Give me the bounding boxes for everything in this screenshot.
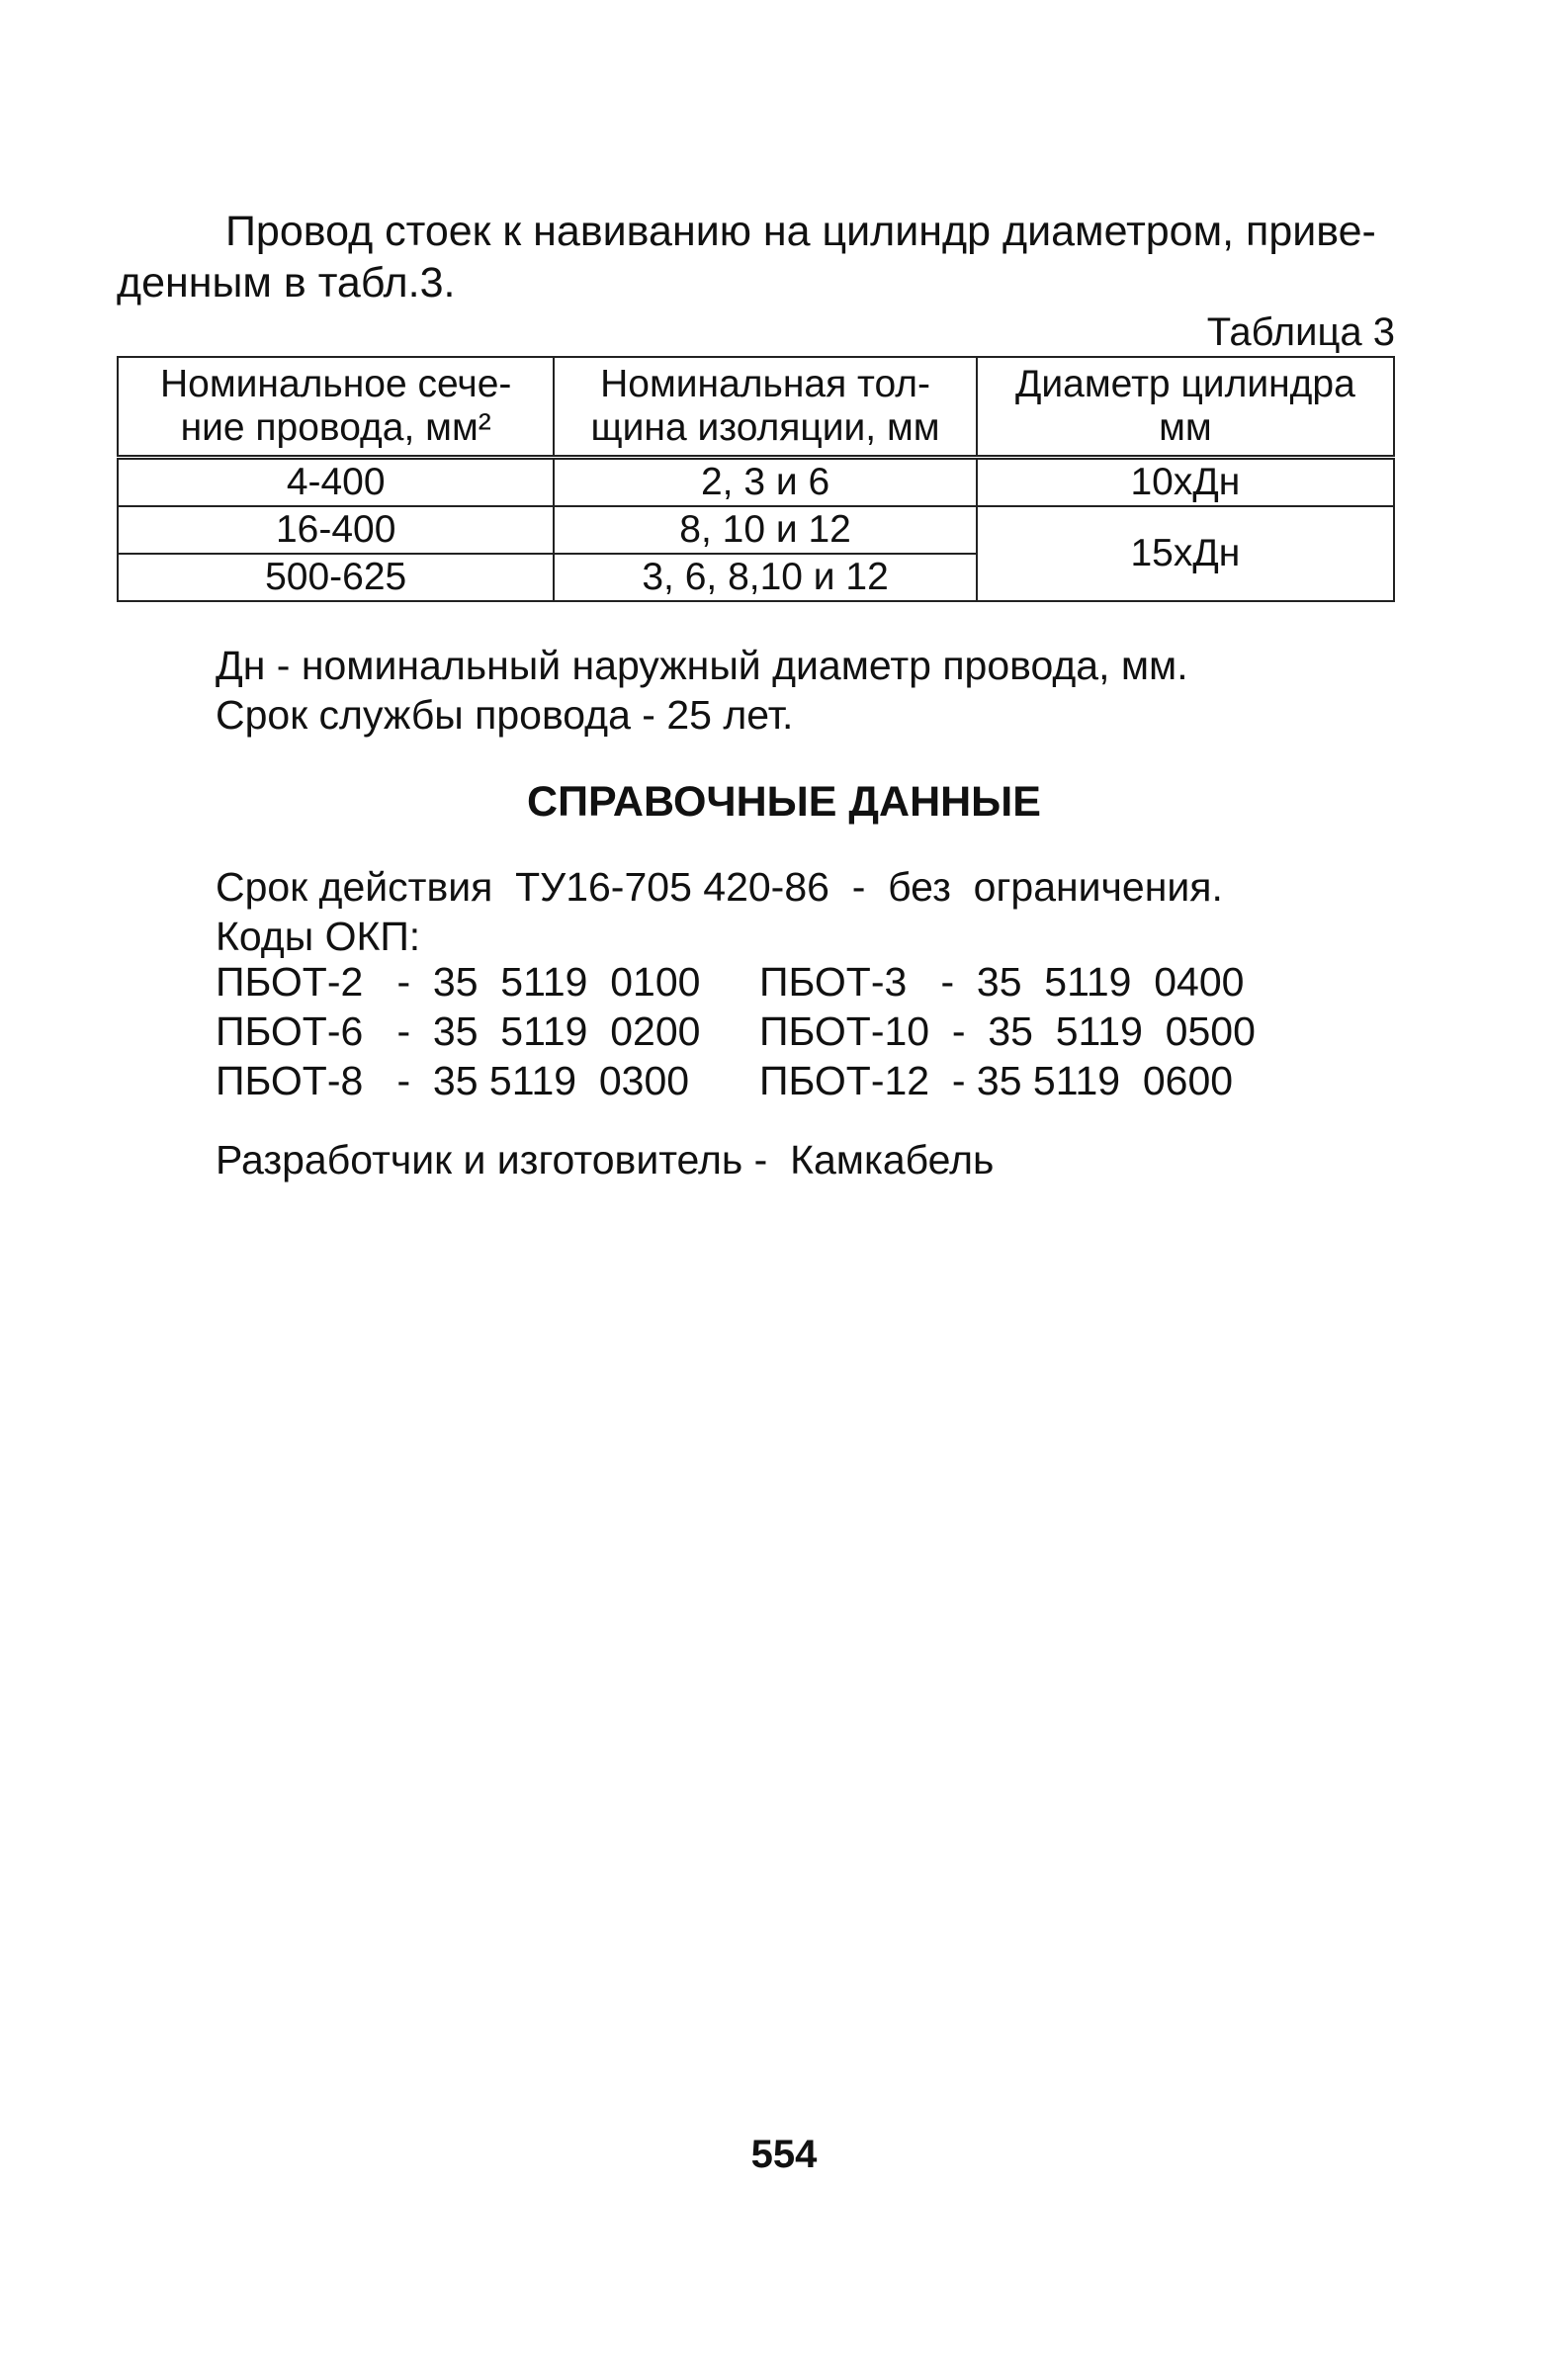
- code-entry: ПБОТ-10 - 35 5119 0500: [759, 1008, 1256, 1054]
- note-dn: Дн - номинальный наружный диаметр провода, мм.: [216, 643, 1188, 688]
- note-service-life: Срок службы провода - 25 лет.: [216, 692, 794, 738]
- cell-thickness: 3, 6, 8,10 и 12: [554, 554, 976, 601]
- validity-text: Срок действия ТУ16-705 420-86 - без ограничения.: [216, 864, 1223, 910]
- header-wire-section-line-1: Номинальное сече-: [159, 363, 512, 405]
- code-entry: ПБОТ-12 - 35 5119 0600: [759, 1058, 1234, 1103]
- developer-text: Разработчик и изготовитель - Камкабель: [216, 1137, 995, 1182]
- header-cylinder-diameter-line-2: мм: [1159, 406, 1212, 449]
- cell-section: 4-400: [118, 458, 554, 507]
- reference-block: [216, 862, 1223, 961]
- table-notes: [216, 641, 1188, 740]
- header-cylinder-diameter: [977, 357, 1394, 458]
- intro-paragraph: [117, 206, 1402, 308]
- cell-diameter: 10хДн: [977, 458, 1394, 507]
- code-row: [216, 957, 1303, 1007]
- cell-section: 500-625: [118, 554, 554, 601]
- cell-thickness: 2, 3 и 6: [554, 458, 976, 507]
- cell-thickness: 8, 10 и 12: [554, 506, 976, 554]
- code-row: [216, 1056, 1303, 1105]
- code-entry: ПБОТ-2 - 35 5119 0100: [216, 959, 701, 1005]
- header-cylinder-diameter-line-1: Диаметр цилиндра: [1014, 363, 1355, 405]
- codes-label: Коды ОКП:: [216, 914, 421, 959]
- header-wire-section: [118, 357, 554, 458]
- table-row: [118, 458, 1394, 507]
- cell-diameter-merged: 15хДн: [977, 506, 1394, 601]
- section-title: СПРАВОЧНЫЕ ДАННЫЕ: [527, 778, 1041, 826]
- page-number: 554: [750, 2133, 818, 2176]
- table-caption: Таблица 3: [1206, 310, 1395, 354]
- code-entry: ПБОТ-8 - 35 5119 0300: [216, 1058, 690, 1103]
- header-insulation-thickness-line-1: Номинальная тол-: [600, 363, 931, 405]
- code-row: [216, 1007, 1303, 1056]
- table-header-row: [118, 357, 1394, 458]
- table-row: [118, 506, 1394, 554]
- code-entry: ПБОТ-6 - 35 5119 0200: [216, 1008, 701, 1054]
- intro-line-2: денным в табл.3.: [117, 259, 456, 306]
- okp-codes: [216, 957, 1303, 1105]
- header-insulation-thickness-line-2: щина изоляции, мм: [590, 406, 940, 449]
- header-wire-section-line-2: ние провода, мм²: [180, 406, 491, 449]
- code-entry: ПБОТ-3 - 35 5119 0400: [759, 959, 1245, 1005]
- spec-table: [117, 356, 1395, 602]
- intro-line-1: Провод стоек к навиванию на цилиндр диаметром, приве-: [225, 208, 1376, 255]
- cell-section: 16-400: [118, 506, 554, 554]
- header-insulation-thickness: [554, 357, 976, 458]
